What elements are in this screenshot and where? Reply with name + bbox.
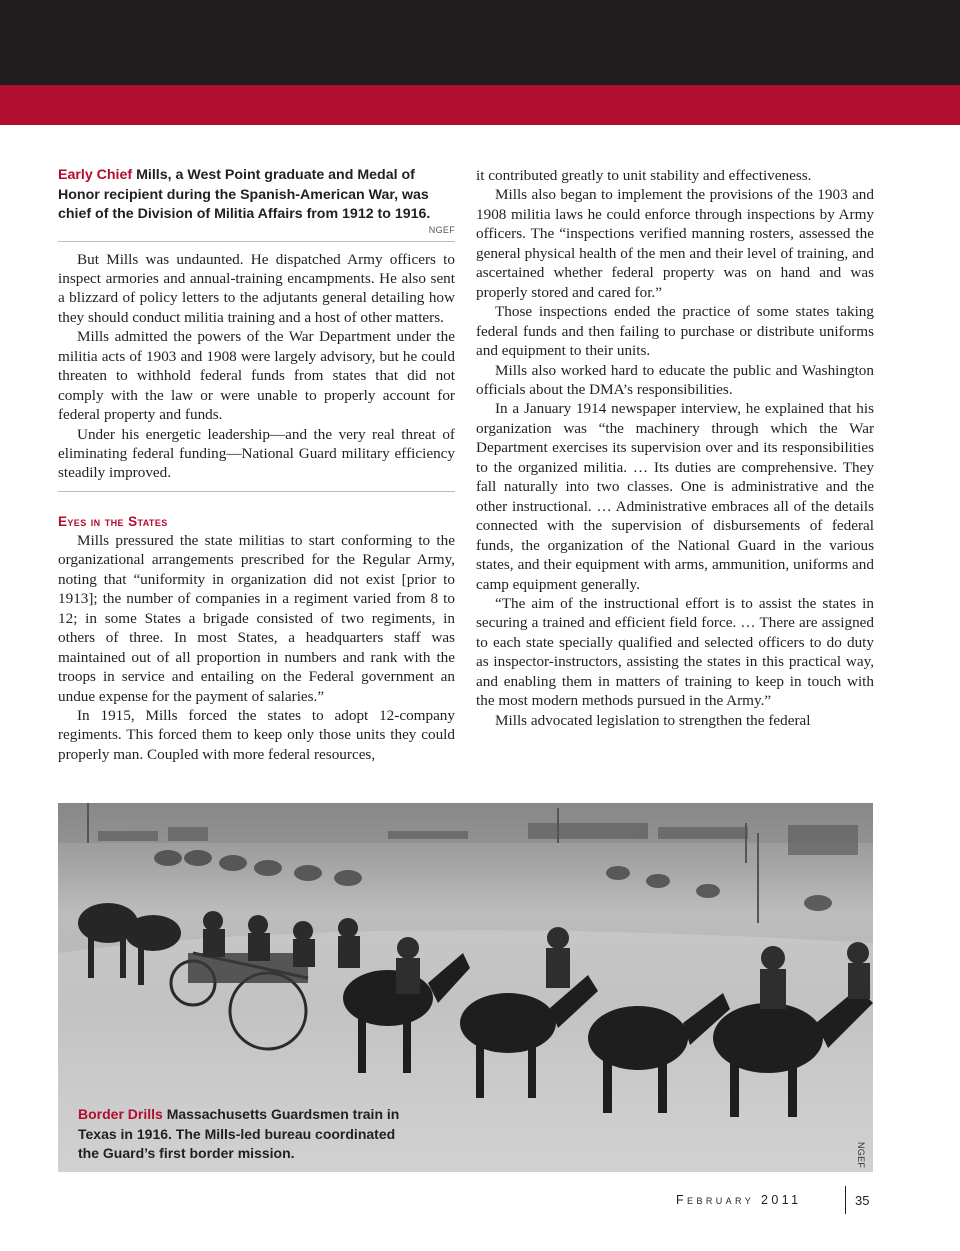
top-caption-credit: NGEF [428,224,455,235]
section-subhead: Eyes in the States [58,513,168,529]
top-caption-lead: Early Chief [58,167,133,183]
right-body-text [476,166,874,730]
body-paragraph: Mills admitted the powers of the War Department under the militia acts of 1903 and 1908 were largely advisory, but he could threaten to withhold federal funds from states that did not comply with the law or were unable to properly account for federal property and funds. [58,328,455,424]
right-column [476,166,874,730]
top-caption-text: Mills, a West Point graduate and Medal of Honor recipient during the Spanish-American War, was chief of the Division of Militia Affairs from 1912 to 1916. [58,167,431,222]
header-red-band [0,85,960,125]
border-drills-photo [58,803,873,1172]
body-paragraph: Mills also began to implement the provisions of the 1903 and 1908 militia laws he could enforce through inspections by Army officers. The “inspections verified manning rosters, assessed the general physical health of the men and their level of training, and ascertained whether federal property was on hand and was properly stored and cared for.” [476,186,874,301]
top-caption [58,166,455,225]
left-column [58,166,455,764]
photo-caption [78,1105,408,1164]
body-paragraph: “The aim of the instructional effort is to assist the states in securing a trained and efficient field force. … There are assigned to each state specially qualified and selected officers to do duty as inspector-instructors, assisting the states in this practical way, and enabling them in matters of training to keep in touch with the most modern methods pursued in the Army.” [476,594,874,710]
left-body-text-2 [58,531,455,764]
photo-caption-lead: Border Drills [78,1106,163,1122]
caption-divider [58,241,455,242]
header-black-band [0,0,960,85]
body-paragraph: Mills advocated legislation to strengthen the federal [495,711,811,729]
body-paragraph: Mills also worked hard to educate the public and Washington officials about the DMA’s responsibilities. [476,361,874,398]
page-number: 35 [855,1193,870,1208]
section-divider [58,491,455,492]
footer-divider [845,1186,846,1214]
body-paragraph: Under his energetic leadership—and the very real threat of eliminating federal funding—National Guard military efficiency steadily improved. [58,425,455,482]
photo-credit: NGEF [856,1142,866,1169]
body-paragraph: Those inspections ended the practice of some states taking federal funds and then failing to purchase or distribute uniforms and equipment to their units. [476,303,874,360]
body-paragraph: Mills pressured the state militias to start conforming to the organizational arrangements prescribed for the Regular Army, noting that “uniformity in organization did not exist [prior to 1913]; the number of companies in a regiment varied from 8 to 12; in some States a brigade consisted of two regiments, in others of three. In most States, a headquarters staff was maintained out of all proportion in numbers and rank with the troops in service and entailing on the Federal government an undue expense for the payment of salaries.” [58,531,455,705]
body-paragraph: But Mills was undaunted. He dispatched Army officers to inspect armories and annual-training encampments. He also sent a blizzard of policy letters to the adjutants general detailing how they should conduct militia training and a host of other matters. [58,250,455,326]
footer-issue-date: February 2011 [676,1193,802,1207]
body-paragraph: In a January 1914 newspaper interview, he explained that his organization was “the machinery through which the War Department exercises its supervision over and its responsibilities to the organized militia. … Its duties are comprehensive. They fall naturally into two classes. One is administrative and the other instructional. … Administrative embraces all of the details connected with the supervision of disbursements of federal funds, the organization of the National Guard in the various states, and their equipment with arms, ammunition, uniforms and camp equipment generally. [476,400,874,593]
left-body-text [58,250,455,483]
body-paragraph: In 1915, Mills forced the states to adopt 12-company regiments. This forced them to keep only those units they could properly man. Coupled with more federal resources, [58,707,455,763]
body-paragraph: it contributed greatly to unit stability and effectiveness. [476,167,812,184]
photo-caption-text: Massachusetts Guardsmen train in Texas in 1916. The Mills-led bureau coordinated the Guard’s first border mission. [78,1106,400,1161]
